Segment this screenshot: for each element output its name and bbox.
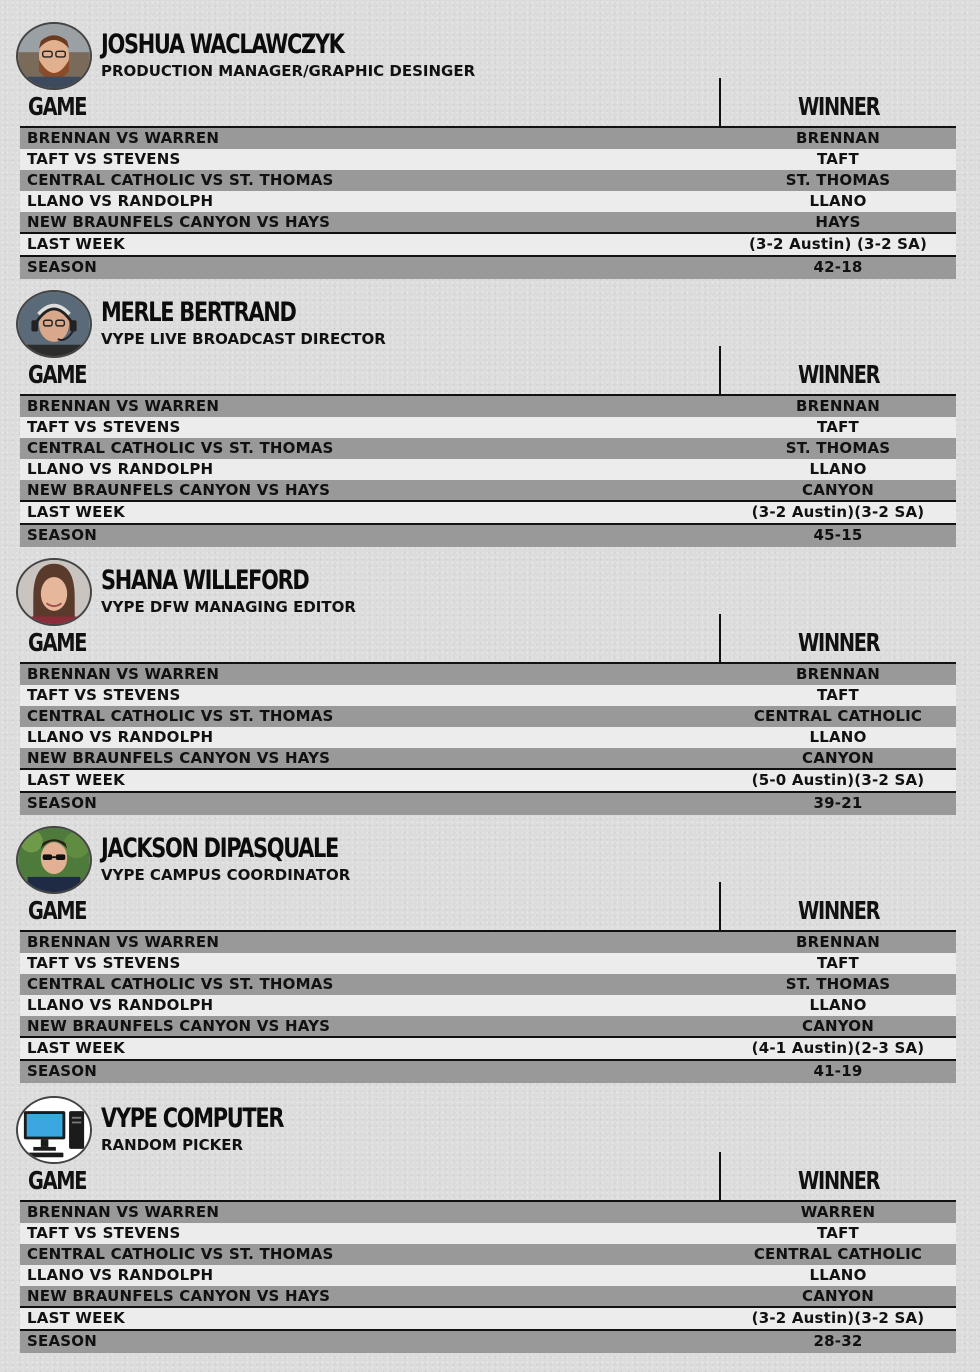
picked-winner: TAFT — [817, 150, 859, 168]
game-matchup: TAFT VS STEVENS — [27, 686, 181, 704]
picked-winner: BRENNAN — [796, 933, 880, 951]
avatar — [16, 22, 92, 90]
picked-winner: LLANO — [809, 728, 867, 746]
game-matchup: BRENNAN VS WARREN — [27, 129, 220, 147]
game-matchup: CENTRAL CATHOLIC VS ST. THOMAS — [27, 975, 334, 993]
game-matchup: LLANO VS RANDOLPH — [27, 728, 214, 746]
pick-row — [20, 748, 956, 769]
picked-winner: BRENNAN — [796, 397, 880, 415]
last-week-record: (3-2 Austin)(3-2 SA) — [751, 503, 925, 521]
season-record: 39-21 — [813, 794, 863, 812]
season-record: 45-15 — [813, 526, 863, 544]
picker-name: MERLE BERTRAND — [101, 297, 296, 328]
game-column-header: GAME — [28, 1166, 87, 1195]
pick-row — [20, 149, 956, 170]
winner-column-header: WINNER — [798, 1166, 880, 1195]
last-week-record: (3-2 Austin)(3-2 SA) — [751, 1309, 925, 1327]
game-matchup: NEW BRAUNFELS CANYON VS HAYS — [27, 1017, 331, 1035]
last-week-row — [20, 1308, 956, 1330]
picked-winner: ST. THOMAS — [785, 439, 891, 457]
last-week-record: (4-1 Austin)(2-3 SA) — [751, 1039, 925, 1057]
pick-row — [20, 1016, 956, 1037]
game-matchup: BRENNAN VS WARREN — [27, 933, 220, 951]
picked-winner: CENTRAL CATHOLIC — [753, 707, 923, 725]
man-with-headset-portrait-icon — [18, 292, 90, 356]
picked-winner: LLANO — [809, 192, 867, 210]
pick-row — [20, 1223, 956, 1244]
season-label: SEASON — [27, 1062, 97, 1080]
season-label: SEASON — [27, 258, 97, 276]
picker-block-3 — [0, 558, 980, 828]
picked-winner: LLANO — [809, 996, 867, 1014]
picked-winner: TAFT — [817, 418, 859, 436]
season-label: SEASON — [27, 1332, 97, 1350]
picker-name: VYPE COMPUTER — [101, 1103, 284, 1134]
picker-name: SHANA WILLEFORD — [101, 565, 309, 596]
pick-row — [20, 191, 956, 212]
season-row — [20, 793, 956, 815]
last-week-label: LAST WEEK — [27, 1039, 125, 1057]
season-row — [20, 1061, 956, 1083]
game-matchup: NEW BRAUNFELS CANYON VS HAYS — [27, 213, 331, 231]
pick-row — [20, 932, 956, 953]
season-record: 41-19 — [813, 1062, 863, 1080]
pick-row — [20, 1244, 956, 1265]
pick-row — [20, 664, 956, 685]
avatar — [16, 558, 92, 626]
pick-row — [20, 727, 956, 748]
pick-row — [20, 953, 956, 974]
picker-role: PRODUCTION MANAGER/GRAPHIC DESINGER — [101, 62, 476, 80]
last-week-row — [20, 1038, 956, 1060]
season-row — [20, 1331, 956, 1353]
avatar — [16, 1096, 92, 1164]
picked-winner: CANYON — [801, 1287, 874, 1305]
game-matchup: NEW BRAUNFELS CANYON VS HAYS — [27, 481, 331, 499]
pick-row — [20, 706, 956, 727]
season-label: SEASON — [27, 794, 97, 812]
season-row — [20, 257, 956, 279]
avatar — [16, 826, 92, 894]
picked-winner: ST. THOMAS — [785, 171, 891, 189]
bearded-man-portrait-icon — [18, 24, 90, 88]
picked-winner: BRENNAN — [796, 665, 880, 683]
woman-portrait-icon — [18, 560, 90, 624]
man-with-sunglasses-portrait-icon — [18, 828, 90, 892]
picker-name: JOSHUA WACLAWCZYK — [101, 29, 344, 60]
pick-row — [20, 212, 956, 233]
picked-winner: CANYON — [801, 749, 874, 767]
picked-winner: HAYS — [815, 213, 861, 231]
game-matchup: NEW BRAUNFELS CANYON VS HAYS — [27, 749, 331, 767]
season-row — [20, 525, 956, 547]
picked-winner: BRENNAN — [796, 129, 880, 147]
picker-block-4 — [0, 826, 980, 1096]
last-week-row — [20, 770, 956, 792]
pick-row — [20, 685, 956, 706]
pick-row — [20, 396, 956, 417]
game-matchup: TAFT VS STEVENS — [27, 150, 181, 168]
picker-role: RANDOM PICKER — [101, 1136, 244, 1154]
last-week-record: (5-0 Austin)(3-2 SA) — [751, 771, 925, 789]
pick-row — [20, 459, 956, 480]
game-matchup: BRENNAN VS WARREN — [27, 665, 220, 683]
game-matchup: TAFT VS STEVENS — [27, 1224, 181, 1242]
game-matchup: TAFT VS STEVENS — [27, 418, 181, 436]
pick-row — [20, 1286, 956, 1307]
winner-column-header: WINNER — [798, 628, 880, 657]
pick-row — [20, 1202, 956, 1223]
game-matchup: CENTRAL CATHOLIC VS ST. THOMAS — [27, 171, 334, 189]
picked-winner: TAFT — [817, 686, 859, 704]
game-column-header: GAME — [28, 896, 87, 925]
picked-winner: WARREN — [800, 1203, 876, 1221]
pick-row — [20, 417, 956, 438]
picked-winner: CANYON — [801, 1017, 874, 1035]
desktop-computer-icon — [18, 1098, 90, 1162]
last-week-row — [20, 234, 956, 256]
game-matchup: CENTRAL CATHOLIC VS ST. THOMAS — [27, 439, 334, 457]
picker-role: VYPE CAMPUS COORDINATOR — [101, 866, 351, 884]
picked-winner: LLANO — [809, 460, 867, 478]
picked-winner: TAFT — [817, 1224, 859, 1242]
game-matchup: LLANO VS RANDOLPH — [27, 996, 214, 1014]
picker-block-2 — [0, 290, 980, 560]
picker-block-1 — [0, 22, 980, 292]
game-matchup: BRENNAN VS WARREN — [27, 1203, 220, 1221]
winner-column-header: WINNER — [798, 92, 880, 121]
pick-row — [20, 995, 956, 1016]
picker-role: VYPE LIVE BROADCAST DIRECTOR — [101, 330, 386, 348]
game-matchup: CENTRAL CATHOLIC VS ST. THOMAS — [27, 1245, 334, 1263]
game-matchup: LLANO VS RANDOLPH — [27, 1266, 214, 1284]
season-record: 28-32 — [813, 1332, 863, 1350]
game-column-header: GAME — [28, 92, 87, 121]
pick-row — [20, 1265, 956, 1286]
last-week-label: LAST WEEK — [27, 771, 125, 789]
avatar — [16, 290, 92, 358]
pick-row — [20, 438, 956, 459]
winner-column-header: WINNER — [798, 360, 880, 389]
game-matchup: TAFT VS STEVENS — [27, 954, 181, 972]
picked-winner: TAFT — [817, 954, 859, 972]
season-record: 42-18 — [813, 258, 863, 276]
last-week-record: (3-2 Austin) (3-2 SA) — [748, 235, 928, 253]
game-column-header: GAME — [28, 360, 87, 389]
picked-winner: LLANO — [809, 1266, 867, 1284]
picked-winner: ST. THOMAS — [785, 975, 891, 993]
picker-block-5 — [0, 1096, 980, 1366]
pick-row — [20, 128, 956, 149]
last-week-row — [20, 502, 956, 524]
winner-column-header: WINNER — [798, 896, 880, 925]
last-week-label: LAST WEEK — [27, 503, 125, 521]
game-matchup: LLANO VS RANDOLPH — [27, 460, 214, 478]
game-matchup: NEW BRAUNFELS CANYON VS HAYS — [27, 1287, 331, 1305]
game-matchup: CENTRAL CATHOLIC VS ST. THOMAS — [27, 707, 334, 725]
game-matchup: LLANO VS RANDOLPH — [27, 192, 214, 210]
pick-row — [20, 480, 956, 501]
picker-name: JACKSON DIPASQUALE — [101, 833, 339, 864]
picker-role: VYPE DFW MANAGING EDITOR — [101, 598, 356, 616]
game-column-header: GAME — [28, 628, 87, 657]
picked-winner: CANYON — [801, 481, 874, 499]
pick-row — [20, 974, 956, 995]
picked-winner: CENTRAL CATHOLIC — [753, 1245, 923, 1263]
last-week-label: LAST WEEK — [27, 235, 125, 253]
pick-row — [20, 170, 956, 191]
last-week-label: LAST WEEK — [27, 1309, 125, 1327]
game-matchup: BRENNAN VS WARREN — [27, 397, 220, 415]
season-label: SEASON — [27, 526, 97, 544]
